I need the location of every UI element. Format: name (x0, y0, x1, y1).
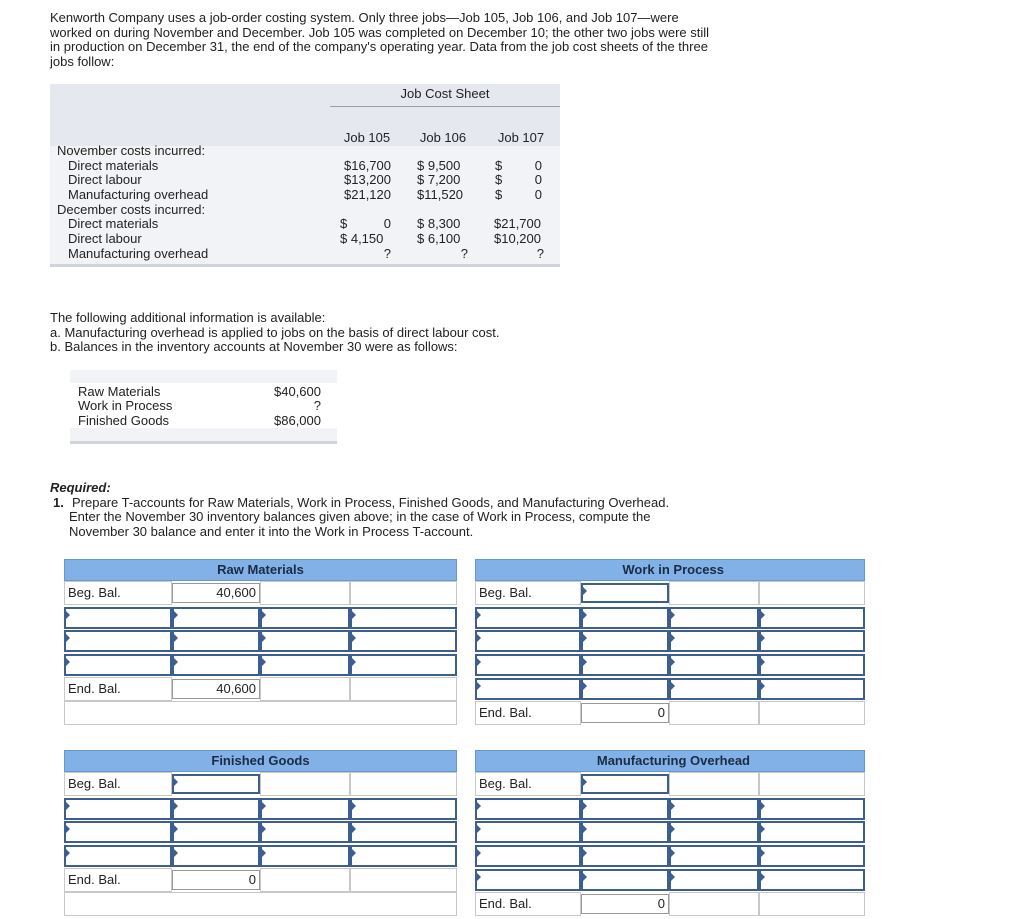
credit-amount-cell (759, 701, 865, 725)
required-line1: Prepare T-accounts for Raw Materials, Work in Process, Finished Goods, and Manufacturing Overhead. (72, 494, 670, 510)
cell: ? (383, 246, 391, 261)
credit-amount-input[interactable] (759, 607, 865, 629)
cell: $ (495, 172, 503, 187)
credit-cell (260, 868, 350, 892)
credit-amount-cell (759, 581, 865, 605)
cell: $21,120 (344, 187, 391, 202)
beg-bal-debit-input[interactable] (172, 774, 260, 794)
t-account-work-in-process (475, 559, 865, 749)
end-bal-value: 40,600 (172, 679, 260, 699)
credit-amount-input[interactable] (350, 630, 457, 652)
credit-label-input[interactable] (260, 821, 350, 843)
inventory-table (70, 370, 337, 440)
cell: $11,520 (417, 187, 464, 202)
credit-cell (260, 581, 350, 605)
inventory-value: $40,600 (274, 384, 321, 399)
additional-info (50, 311, 610, 355)
cell: $10,200 (494, 231, 541, 246)
credit-cell (669, 772, 759, 796)
t-account-title: Finished Goods (64, 750, 457, 772)
beg-bal-debit-input[interactable]: 40,600 (172, 583, 260, 603)
credit-label-input[interactable] (669, 798, 759, 820)
end-bal-value: 0 (581, 894, 669, 914)
debit-amount-input[interactable] (581, 678, 669, 700)
row-label: Direct materials (68, 216, 159, 231)
debit-label-input[interactable] (475, 869, 581, 891)
credit-label-input[interactable] (669, 654, 759, 676)
beg-bal-label: Beg. Bal. (479, 585, 532, 600)
inventory-label: Finished Goods (78, 413, 170, 428)
credit-amount-input[interactable] (759, 630, 865, 652)
t-account-raw-materials (64, 559, 457, 729)
credit-label-input[interactable] (260, 654, 350, 676)
job-cost-sheet-title: Job Cost Sheet (330, 84, 560, 107)
credit-cell (669, 892, 759, 916)
cell: $ 7,200 (417, 172, 461, 187)
credit-label-input[interactable] (669, 821, 759, 843)
debit-amount-input[interactable] (581, 654, 669, 676)
row-label: Direct labour (68, 172, 142, 187)
beg-bal-debit-input[interactable] (581, 583, 669, 603)
additional-a: a. Manufacturing overhead is applied to jobs on the basis of direct labour cost. (50, 324, 500, 340)
required-line3: November 30 balance and enter it into the Work in Process T-account. (69, 523, 474, 539)
t-account-title: Raw Materials (64, 559, 457, 581)
debit-amount-input[interactable] (581, 630, 669, 652)
credit-label-input[interactable] (260, 607, 350, 629)
debit-label-input[interactable] (475, 654, 581, 676)
inventory-label: Work in Process (78, 398, 173, 413)
credit-amount-cell (350, 772, 457, 796)
debit-label-input[interactable] (64, 607, 172, 629)
inventory-label: Raw Materials (78, 384, 161, 399)
col-job-105: Job 105 (343, 130, 391, 145)
credit-amount-input[interactable] (759, 654, 865, 676)
row-label: Manufacturing overhead (68, 187, 209, 202)
cell: 0 (534, 172, 542, 187)
credit-label-input[interactable] (669, 869, 759, 891)
credit-cell (669, 581, 759, 605)
beg-bal-label: Beg. Bal. (479, 776, 532, 791)
credit-amount-input[interactable] (759, 821, 865, 843)
empty-row (64, 701, 457, 725)
credit-amount-input[interactable] (759, 845, 865, 867)
t-account-manufacturing-overhead (475, 750, 865, 919)
cell: $21,700 (494, 216, 541, 231)
cell: 0 (534, 158, 542, 173)
credit-amount-input[interactable] (350, 845, 457, 867)
credit-amount-cell (759, 772, 865, 796)
december-header: December costs incurred: (57, 202, 206, 217)
credit-label-input[interactable] (669, 630, 759, 652)
cell: $ 6,100 (417, 231, 461, 246)
cell: $ (495, 158, 503, 173)
credit-amount-input[interactable] (350, 821, 457, 843)
end-bal-label: End. Bal. (68, 681, 121, 696)
empty-row (64, 892, 457, 916)
debit-amount-input[interactable] (172, 798, 260, 820)
debit-label-input[interactable] (475, 678, 581, 700)
debit-amount-input[interactable] (172, 630, 260, 652)
credit-label-input[interactable] (669, 678, 759, 700)
debit-label-input[interactable] (64, 798, 172, 820)
credit-amount-cell (350, 581, 457, 605)
cell: 0 (383, 216, 391, 231)
debit-label-input[interactable] (64, 630, 172, 652)
debit-amount-input[interactable] (172, 654, 260, 676)
credit-amount-cell (350, 677, 457, 701)
debit-label-input[interactable] (64, 654, 172, 676)
debit-label-input[interactable] (64, 821, 172, 843)
required-number: 1. (53, 494, 64, 510)
debit-amount-input[interactable] (172, 821, 260, 843)
credit-label-input[interactable] (669, 845, 759, 867)
inventory-value: ? (313, 398, 321, 413)
cell: $13,200 (344, 172, 391, 187)
required-section (50, 481, 730, 539)
job-cost-sheet (50, 84, 560, 267)
cell: $ 4,150 (340, 231, 384, 246)
credit-amount-input[interactable] (350, 607, 457, 629)
t-account-title: Work in Process (475, 559, 865, 581)
credit-amount-cell (759, 892, 865, 916)
credit-label-input[interactable] (260, 630, 350, 652)
inventory-value: $86,000 (274, 413, 321, 428)
required-line2: Enter the November 30 inventory balances given above; in the case of Work in Process, compute the (69, 509, 651, 524)
cell: $16,700 (344, 158, 391, 173)
cell: $ 9,500 (417, 158, 461, 173)
intro-text: Kenworth Company uses a job-order costing system. Only three jobs—Job 105, Job 106, and Job 107—were worked on during November and December. Job 105 was completed on December 10; the other two jobs were still in production on December 31, the end of the company's operating year. Data from the job cost sheets of the three jobs follow: (50, 10, 710, 69)
col-job-106: Job 106 (419, 130, 467, 145)
debit-label-input[interactable] (475, 630, 581, 652)
additional-intro: The following additional information is available: (50, 310, 326, 325)
row-label: Direct labour (68, 231, 142, 246)
november-header: November costs incurred: (57, 143, 206, 158)
debit-amount-input[interactable] (581, 845, 669, 867)
debit-amount-input[interactable] (581, 869, 669, 891)
credit-amount-input[interactable] (759, 678, 865, 700)
credit-cell (669, 701, 759, 725)
cell: $ (495, 187, 503, 202)
end-bal-value: 0 (581, 703, 669, 723)
credit-label-input[interactable] (260, 798, 350, 820)
t-account-finished-goods (64, 750, 457, 919)
debit-amount-input[interactable] (172, 845, 260, 867)
beg-bal-label: Beg. Bal. (68, 585, 121, 600)
credit-amount-input[interactable] (350, 654, 457, 676)
credit-cell (260, 772, 350, 796)
end-bal-label: End. Bal. (479, 705, 532, 720)
debit-amount-input[interactable] (581, 607, 669, 629)
required-title: Required: (50, 480, 111, 495)
end-bal-label: End. Bal. (479, 896, 532, 911)
row-label: Direct materials (68, 158, 159, 173)
credit-amount-cell (350, 868, 457, 892)
credit-label-input[interactable] (260, 845, 350, 867)
cell: ? (460, 246, 468, 261)
end-bal-label: End. Bal. (68, 872, 121, 887)
col-job-107: Job 107 (497, 130, 545, 145)
cell: $ (340, 216, 348, 231)
debit-label-input[interactable] (475, 821, 581, 843)
end-bal-value: 0 (172, 870, 260, 890)
debit-amount-input[interactable] (172, 607, 260, 629)
credit-amount-input[interactable] (759, 798, 865, 820)
debit-label-input[interactable] (64, 845, 172, 867)
credit-cell (260, 677, 350, 701)
credit-label-input[interactable] (669, 607, 759, 629)
t-account-title: Manufacturing Overhead (475, 750, 865, 772)
debit-label-input[interactable] (475, 607, 581, 629)
debit-amount-input[interactable] (581, 798, 669, 820)
debit-label-input[interactable] (475, 845, 581, 867)
cell: $ 8,300 (417, 216, 461, 231)
debit-amount-input[interactable] (581, 821, 669, 843)
row-label: Manufacturing overhead (68, 246, 209, 261)
cell: ? (536, 246, 544, 261)
beg-bal-debit-input[interactable] (581, 774, 669, 794)
credit-amount-input[interactable] (759, 869, 865, 891)
beg-bal-label: Beg. Bal. (68, 776, 121, 791)
credit-amount-input[interactable] (350, 798, 457, 820)
debit-label-input[interactable] (475, 798, 581, 820)
cell: 0 (534, 187, 542, 202)
additional-b: b. Balances in the inventory accounts at November 30 were as follows: (50, 339, 458, 354)
